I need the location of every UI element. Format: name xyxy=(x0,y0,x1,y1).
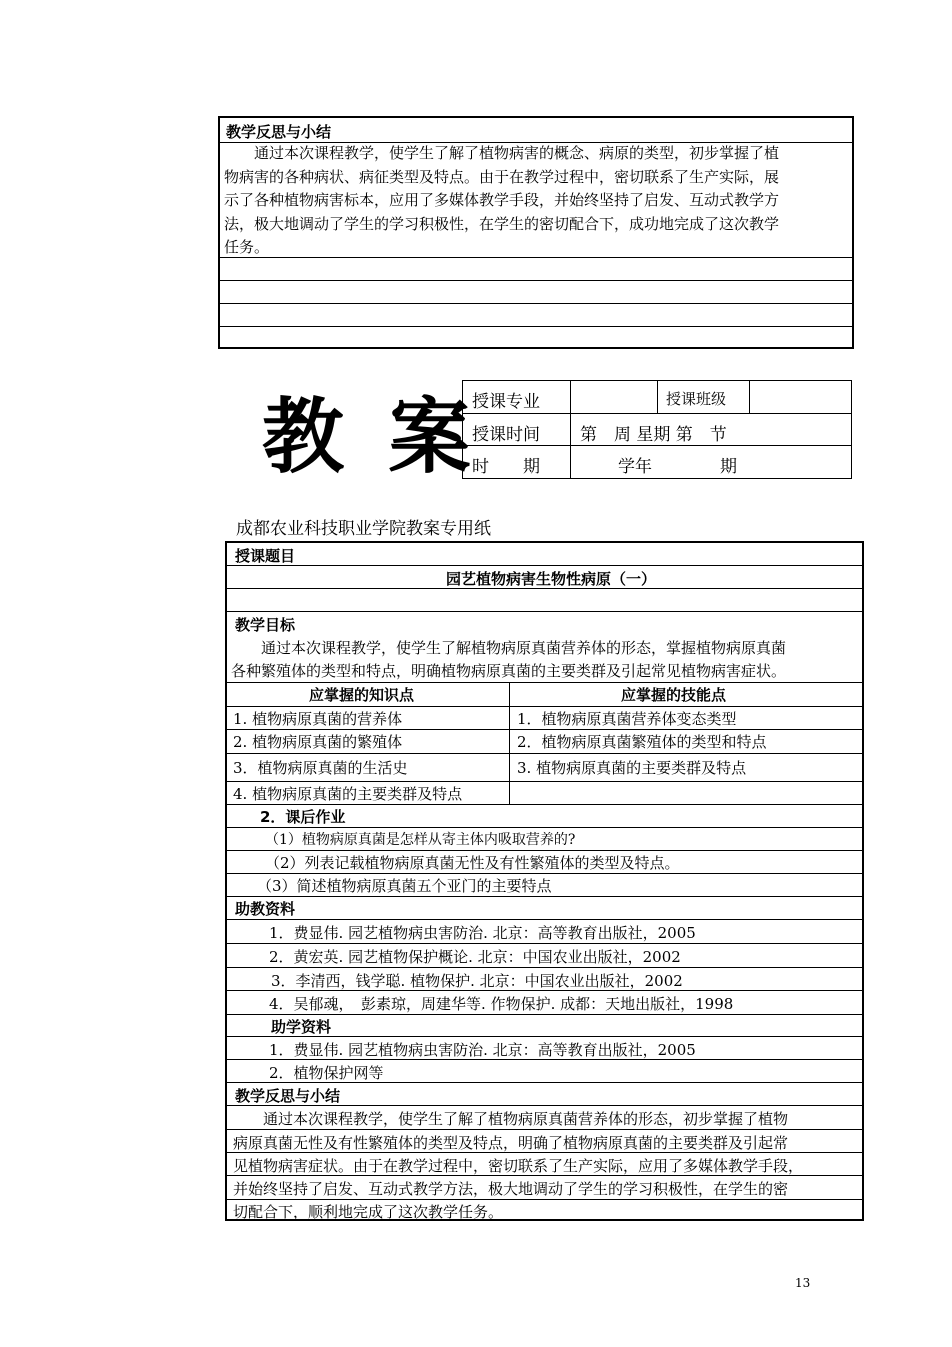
knowledge-item: 2. 植物病原真菌的繁殖体 xyxy=(233,733,403,751)
reflection-label: 教学反思与小结 xyxy=(235,1087,341,1105)
class-label: 授课班级 xyxy=(666,390,727,408)
course-info-table xyxy=(462,380,852,479)
page-number: 13 xyxy=(795,1276,811,1290)
reflection-line: 并始终坚持了启发、互动式教学方法，极大地调动了学生的学习积极性，在学生的密 xyxy=(233,1180,789,1198)
period-value: 学年 期 xyxy=(618,457,737,477)
knowledge-item: 3．植物病原真菌的生活史 xyxy=(233,759,408,777)
learning-ref-label: 助学资料 xyxy=(271,1018,332,1036)
learning-ref-item: 2．植物保护网等 xyxy=(269,1064,384,1082)
teaching-ref-item: 4．吴郁魂， 彭素琼，周建华等. 作物保护. 成都：天地出版社，1998 xyxy=(269,995,734,1013)
skill-item: 3. 植物病原真菌的主要类群及特点 xyxy=(517,759,747,777)
reflection-line: 切配合下，顺利地完成了这次教学任务。 xyxy=(233,1203,504,1221)
reflection-line: 见植物病害症状。由于在教学过程中，密切联系了生产实际，应用了多媒体教学手段， xyxy=(233,1157,804,1175)
learning-ref-item: 1．费显伟. 园艺植物病虫害防治. 北京：高等教育出版社，2005 xyxy=(269,1041,696,1059)
skill-item: 1．植物病原真菌营养体变态类型 xyxy=(517,710,737,728)
topic-title: 园艺植物病害生物性病原（一） xyxy=(446,570,657,588)
period-label: 时 期 xyxy=(472,457,540,477)
teaching-ref-label: 助教资料 xyxy=(235,900,296,918)
school-name: 成都农业科技职业学院教案专用纸 xyxy=(236,519,491,539)
lesson-plan-table xyxy=(225,541,864,1221)
top-reflection-line: 任务。 xyxy=(224,238,270,256)
skill-item: 2．植物病原真菌繁殖体的类型和特点 xyxy=(517,733,767,751)
knowledge-item: 4. 植物病原真菌的主要类群及特点 xyxy=(233,785,463,803)
top-reflection-heading: 教学反思与小结 xyxy=(226,123,332,141)
top-reflection-table xyxy=(218,116,854,349)
reflection-line: 通过本次课程教学，使学生了解了植物病原真菌营养体的形态，初步掌握了植物 xyxy=(233,1110,789,1128)
skill-header: 应掌握的技能点 xyxy=(621,686,727,704)
top-reflection-line: 物病害的各种病状、病征类型及特点。由于在教学过程中，密切联系了生产实际，展 xyxy=(224,167,780,186)
lesson-plan-title: 教 案 xyxy=(262,389,479,485)
homework-item: （1）植物病原真菌是怎样从寄主体内吸取营养的? xyxy=(265,832,576,848)
homework-label: 2．课后作业 xyxy=(260,808,346,826)
top-reflection-body xyxy=(224,142,852,260)
goal-line: 各种繁殖体的类型和特点，明确植物病原真菌的主要类群及引起常见植物病害症状。 xyxy=(231,662,787,680)
top-reflection-line: 通过本次课程教学，使学生了解了植物病害的概念、病原的类型，初步掌握了植 xyxy=(224,144,780,162)
time-value: 第 周 星期 第 节 xyxy=(580,425,727,445)
teaching-ref-item: 3．李清西，钱学聪. 植物保护. 北京：中国农业出版社，2002 xyxy=(271,972,683,990)
top-reflection-line: 示了各种植物病害标本，应用了多媒体教学手段，并始终坚持了启发、互动式教学方 xyxy=(224,191,780,209)
goal-label: 教学目标 xyxy=(235,616,296,634)
knowledge-item: 1. 植物病原真菌的营养体 xyxy=(233,710,403,728)
knowledge-header: 应掌握的知识点 xyxy=(309,686,415,704)
time-label: 授课时间 xyxy=(472,425,540,445)
homework-item: （3）简述植物病原真菌五个亚门的主要特点 xyxy=(257,877,552,895)
goal-line: 通过本次课程教学，使学生了解植物病原真菌营养体的形态，掌握植物病原真菌 xyxy=(231,639,787,657)
teaching-ref-item: 1．费显伟. 园艺植物病虫害防治. 北京：高等教育出版社，2005 xyxy=(269,924,696,942)
major-label: 授课专业 xyxy=(472,392,540,412)
reflection-line: 病原真菌无性及有性繁殖体的类型及特点，明确了植物病原真菌的主要类群及引起常 xyxy=(233,1134,789,1152)
top-reflection-line: 法，极大地调动了学生的学习积极性，在学生的密切配合下，成功地完成了这次教学 xyxy=(224,214,780,233)
topic-label: 授课题目 xyxy=(235,547,296,565)
homework-item: （2）列表记载植物病原真菌无性及有性繁殖体的类型及特点。 xyxy=(265,854,680,872)
teaching-ref-item: 2．黄宏英. 园艺植物保护概论. 北京：中国农业出版社，2002 xyxy=(269,948,681,966)
